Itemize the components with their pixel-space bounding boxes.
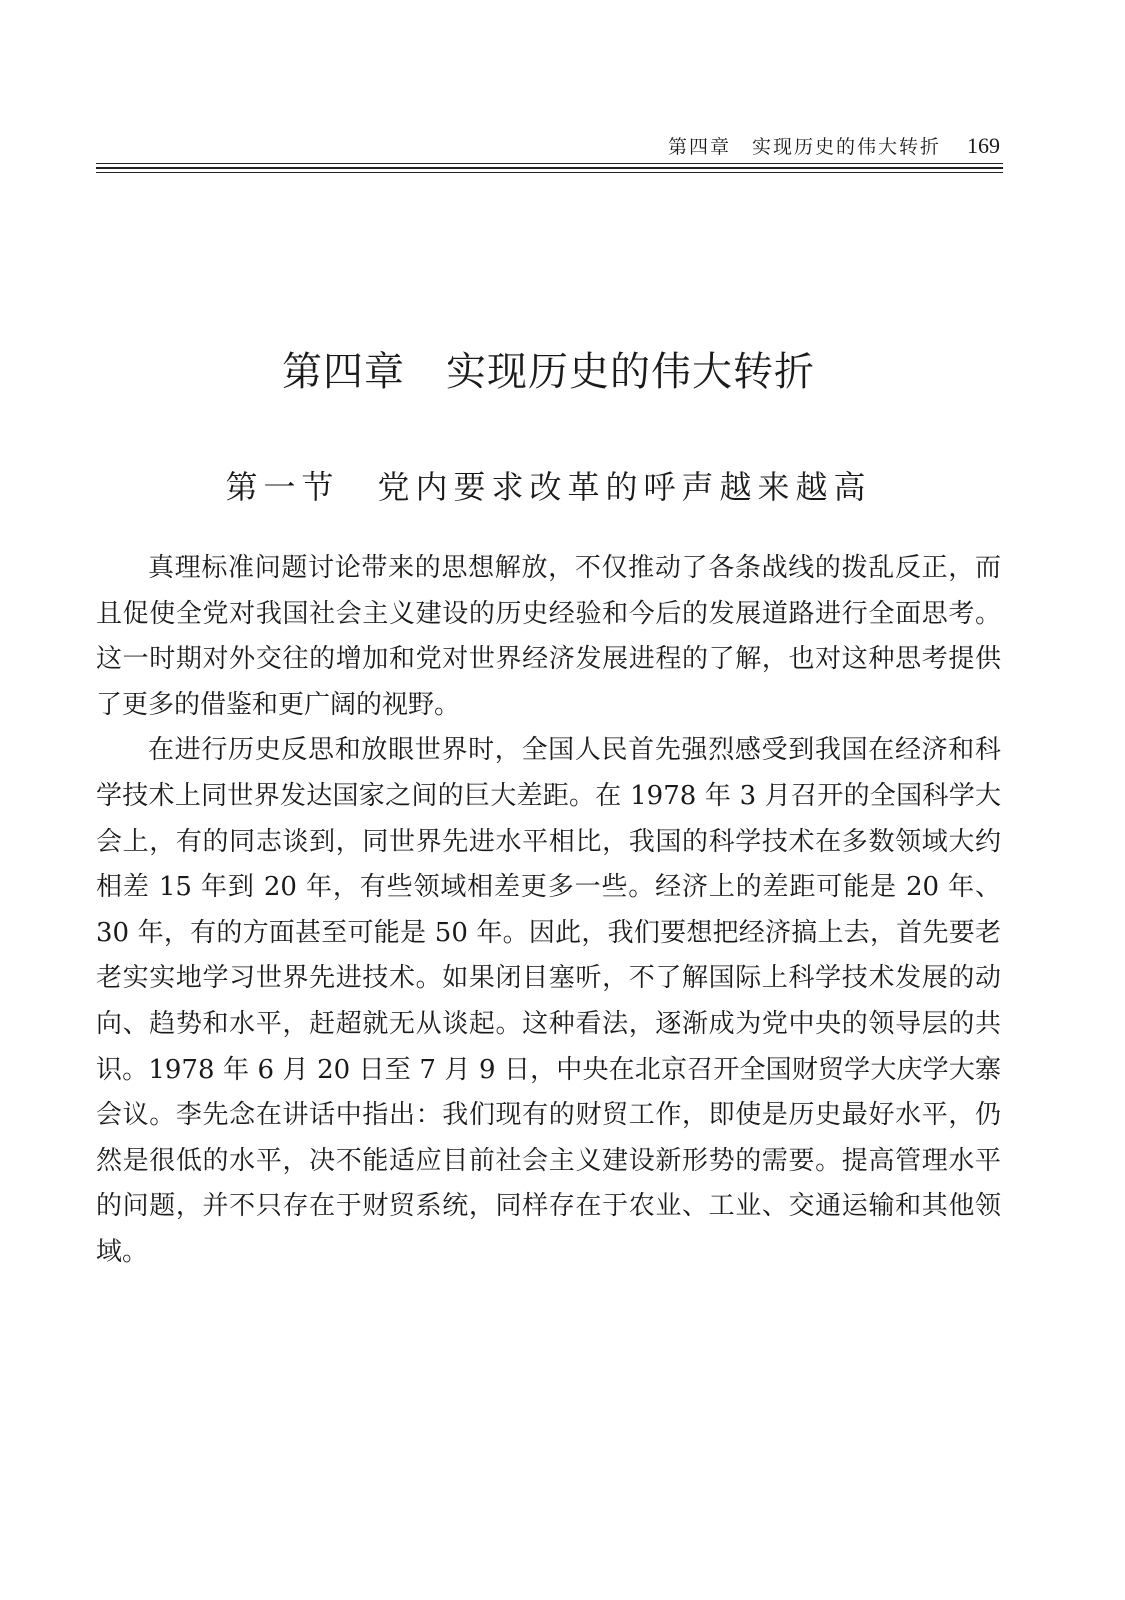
header-rule (96, 172, 1003, 173)
page-number: 169 (967, 133, 1000, 158)
paragraph: 真理标准问题讨论带来的思想解放，不仅推动了各条战线的拨乱反正，而且促使全党对我国社会主义建设的历史经验和今后的发展道路进行全面思考。这一时期对外交往的增加和党对世界经济发展进程的了解，也对这种思考提供了更多的借鉴和更广阔的视野。 (96, 553, 1001, 720)
running-header-title: 第四章 实现历史的伟大转折 (667, 136, 941, 158)
header-rule (96, 167, 1003, 169)
chapter-title: 第四章 实现历史的伟大转折 (282, 349, 815, 395)
body-text (96, 546, 1001, 1276)
section-title: 第一节 党内要求改革的呼声越来越高 (225, 468, 872, 506)
paragraph: 在进行历史反思和放眼世界时，全国人民首先强烈感受到我国在经济和科学技术上同世界发达国家之间的巨大差距。在 1978 年 3 月召开的全国科学大会上，有的同志谈到，同世界先进水平相比，我国的科学技术在多数领域大约相差 15 年到 20 年，有些领域相差更多一些。经济上的差距可能是 20 年、30 年，有的方面甚至可能是 50 年。因此，我们要想把经济搞上去，首先要老老实实地学习世界先进技术。如果闭目塞听，不了解国际上科学技术发展的动向、趋势和水平，赶超就无从谈起。这种看法，逐渐成为党中央的领导层的共识。1978 年 6 月 20 日至 7 月 9 日，中央在北京召开全国财贸学大庆学大寨会议。李先念在讲话中指出：我们现有的财贸工作，即使是历史最好水平，仍然是很低的水平，决不能适应目前社会主义建设新形势的需要。提高管理水平的问题，并不只存在于财贸系统，同样存在于农业、工业、交通运输和其他领域。 (96, 735, 1001, 1267)
header-rule (96, 163, 1003, 164)
running-header (668, 132, 1000, 159)
